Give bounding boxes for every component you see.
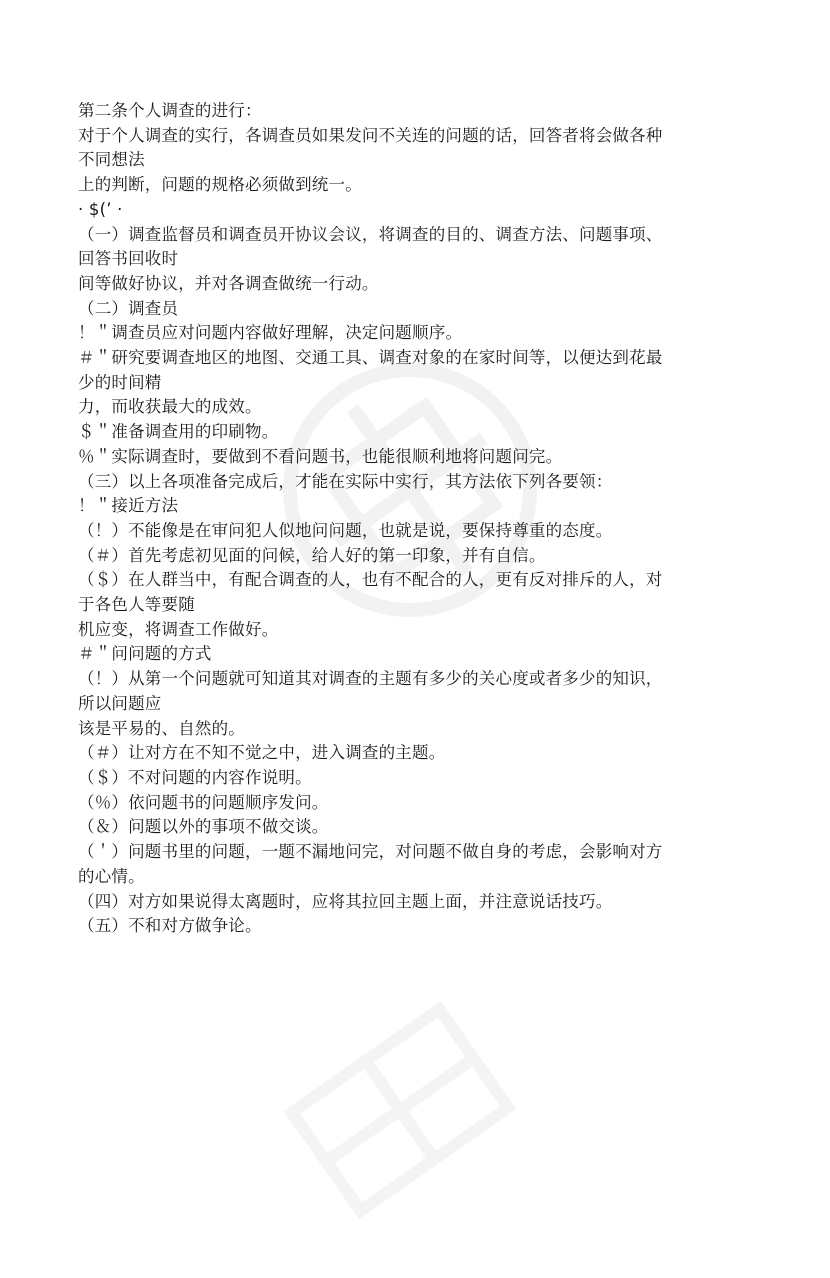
text-line: （！）不能像是在审问犯人似地问问题，也就是说，要保持尊重的态度。 [78,520,613,540]
text-line: 第二条个人调查的进行： [78,101,262,120]
text-line: ＃＂研究要调查地区的地图、交通工具、调查对象的在家时间等，以便达到花最 [78,348,663,368]
text-line: ＄＂准备调查用的印刷物。 [78,422,279,442]
text-line: 回答书回收时 [78,249,179,269]
text-line: （三）以上各项准备完成后，才能在实际中实行，其方法依下列各要领： [78,471,613,491]
text-line: 的心情。 [78,866,145,886]
text-line: 间等做好协议，并对各调查做统一行动。 [78,273,379,293]
text-line: 力，而收获最大的成效。 [78,397,262,417]
text-line: 于各色人等要随 [78,595,195,615]
text-line: （＄）在人群当中，有配合调查的人，也有不配合的人，更有反对排斥的人，对 [78,570,663,590]
text-line: · $(’ · [78,199,123,219]
document-body [78,99,758,939]
text-line: 不同想法 [78,150,145,170]
text-line: 机应变，将调查工作做好。 [78,619,279,639]
text-line: （＃）首先考虑初见面的问候，给人好的第一印象，并有自信。 [78,545,546,565]
text-line: （五）不和对方做争论。 [78,916,262,936]
text-line: （＇）问题书里的问题，一题不漏地问完，对问题不做自身的考虑，会影响对方 [78,842,663,862]
text-line: 上的判断，问题的规格必须做到统一。 [78,175,362,195]
watermark-graphic-bottom [220,942,580,1278]
text-line: （＆）问题以外的事项不做交谈。 [78,817,329,837]
text-line: （四）对方如果说得太离题时，应将其拉回主题上面，并注意说话技巧。 [78,891,613,911]
text-line: （一）调查监督员和调查员开协议会议，将调查的目的、调查方法、问题事项、 [78,224,663,244]
text-line: （＃）让对方在不知不觉之中，进入调查的主题。 [78,743,446,763]
text-line: ！＂接近方法 [78,496,179,516]
text-line: ＃＂问问题的方式 [78,644,212,664]
text-line: （二）调查员 [78,298,179,318]
text-line: （！）从第一个问题就可知道其对调查的主题有多少的关心度或者多少的知识， [78,669,663,689]
text-line: （＄）不对问题的内容作说明。 [78,767,312,787]
text-line: ％＂实际调查时，要做到不看问题书，也能很顺利地将问题问完。 [78,446,563,466]
text-line: ！＂调查员应对问题内容做好理解，决定问题顺序。 [78,323,463,343]
text-line: 该是平易的、自然的。 [78,718,245,738]
text-line: 所以问题应 [78,693,162,713]
text-line: （％）依问题书的问题顺序发问。 [78,792,329,812]
text-line: 对于个人调查的实行，各调查员如果发问不关连的问题的话，回答者将会做各种 [78,125,663,145]
text-line: 少的时间精 [78,372,162,392]
